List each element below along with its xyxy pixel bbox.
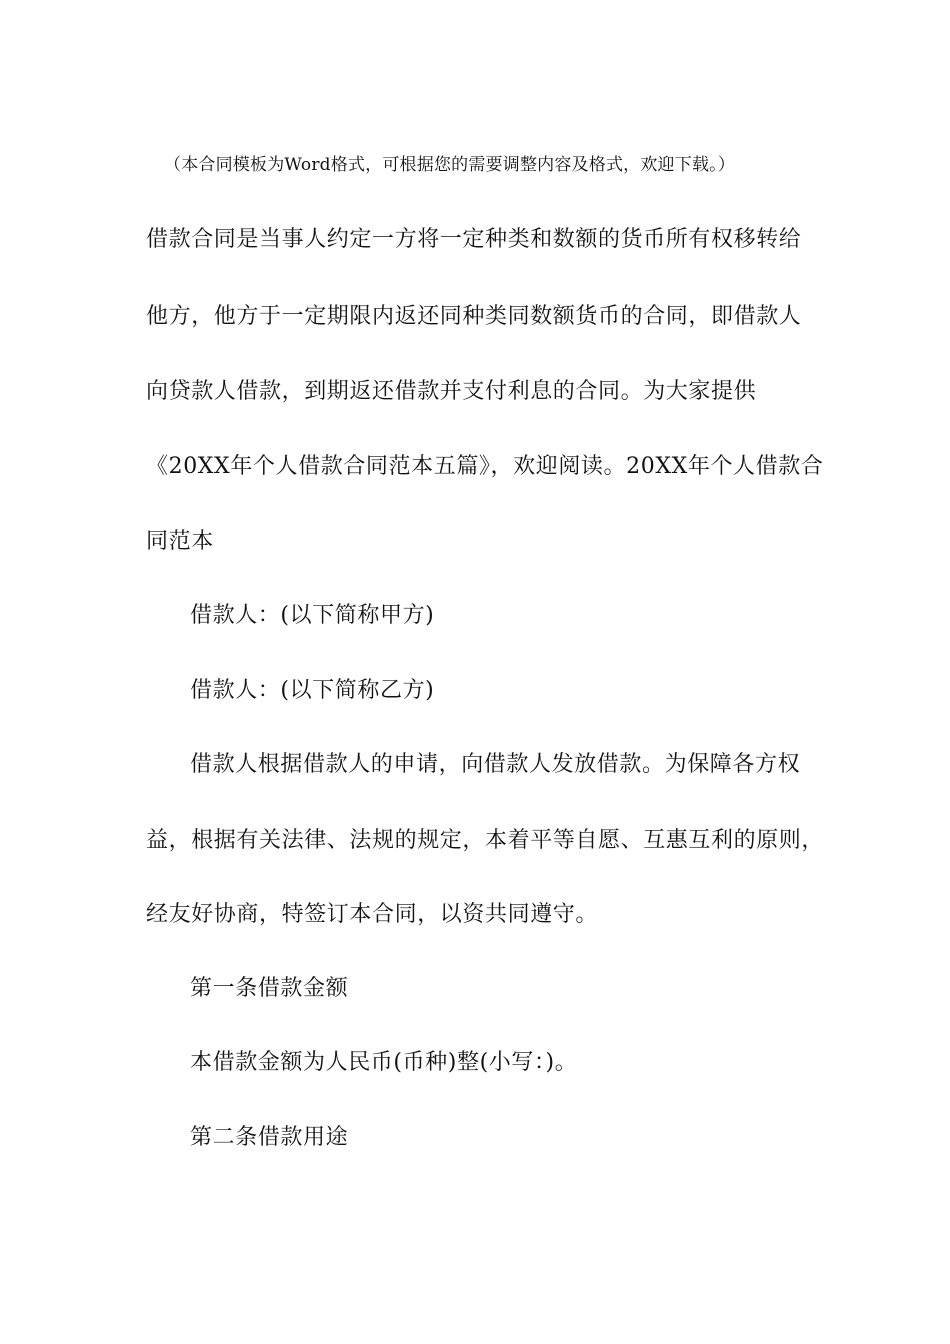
template-note: （本合同模板为Word格式，可根据您的需要调整内容及格式，欢迎下载。） bbox=[164, 155, 736, 175]
intro-line-4: 《20XX年个人借款合同范本五篇》，欢迎阅读。20XX年个人借款合 bbox=[146, 454, 824, 479]
preamble-line-1: 借款人根据借款人的申请，向借款人发放借款。为保障各方权 bbox=[190, 752, 801, 777]
preamble-line-2: 益，根据有关法律、法规的规定，本着平等自愿、互惠互利的原则， bbox=[146, 828, 825, 853]
article-1-title: 第一条借款金额 bbox=[190, 976, 349, 1001]
party-a-line: 借款人：(以下简称甲方) bbox=[190, 603, 435, 628]
article-1-body: 本借款金额为人民币(币种)整(小写：)。 bbox=[190, 1050, 578, 1075]
preamble-line-3: 经友好协商，特签订本合同，以资共同遵守。 bbox=[146, 902, 599, 927]
intro-line-3: 向贷款人借款，到期返还借款并支付利息的合同。为大家提供 bbox=[146, 379, 757, 404]
intro-line-2: 他方，他方于一定期限内返还同种类同数额货币的合同，即借款人 bbox=[146, 304, 802, 329]
intro-line-5: 同范本 bbox=[146, 529, 214, 554]
article-2-title: 第二条借款用途 bbox=[190, 1125, 349, 1150]
intro-line-1: 借款合同是当事人约定一方将一定种类和数额的货币所有权移转给 bbox=[146, 227, 802, 252]
party-b-line: 借款人：(以下简称乙方) bbox=[190, 678, 435, 703]
